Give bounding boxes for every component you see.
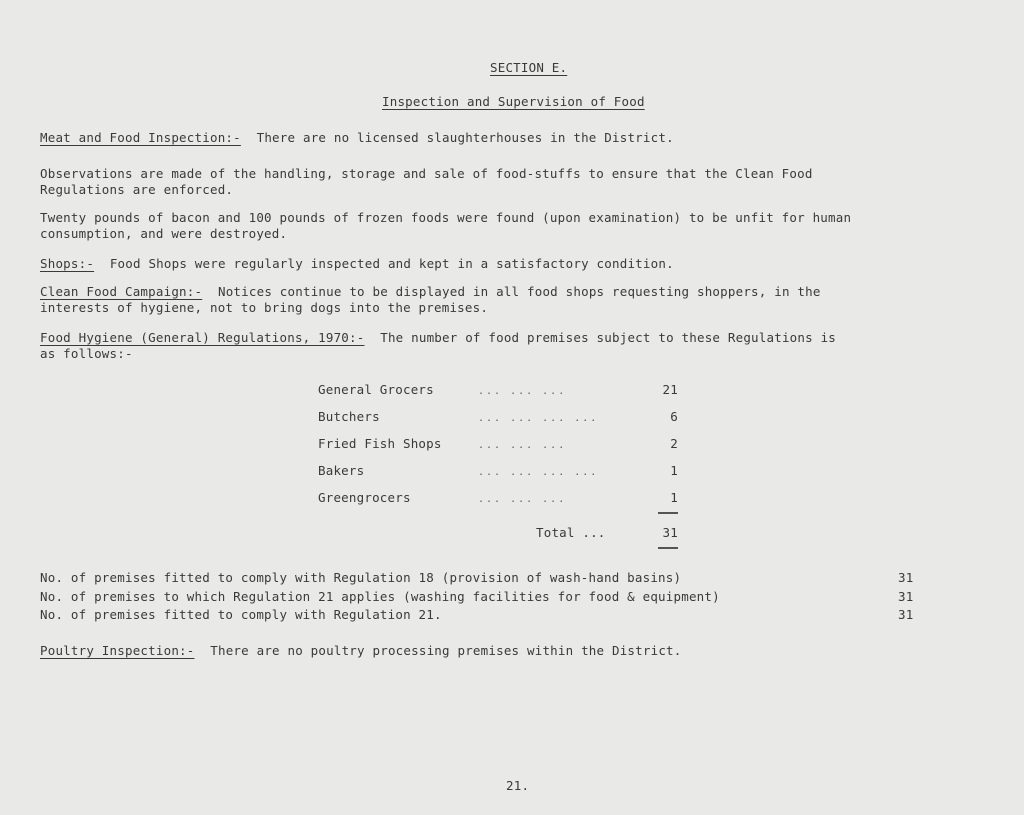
poultry-text: There are no poultry processing premises within the District.: [210, 643, 682, 658]
meat-inspection-paragraph: [40, 130, 674, 145]
observations-paragraph: [40, 166, 813, 198]
leader-dots: ... ... ... ...: [478, 467, 599, 478]
premises-count: 21: [662, 382, 678, 397]
total-value: 31: [662, 525, 678, 540]
clean-food-line-2: interests of hygiene, not to bring dogs into the premises.: [40, 300, 489, 315]
leader-dots: ... ... ...: [478, 386, 567, 397]
table-row: [318, 463, 678, 478]
shops-paragraph: [40, 256, 674, 271]
premises-type: General Grocers: [318, 382, 434, 397]
observations-line-2: Regulations are enforced.: [40, 182, 234, 197]
table-row: [318, 490, 678, 505]
clean-food-label: Clean Food Campaign:-: [40, 284, 203, 299]
food-hygiene-line-2: as follows:-: [40, 346, 133, 361]
regulation-21-fitted-value: 31: [898, 607, 914, 622]
meat-inspection-label: Meat and Food Inspection:-: [40, 130, 241, 145]
meat-inspection-text: There are no licensed slaughterhouses in the District.: [256, 130, 674, 145]
poultry-paragraph: [40, 643, 682, 658]
premises-count: 1: [670, 463, 678, 478]
page-subtitle: Inspection and Supervision of Food: [382, 94, 645, 109]
poultry-label: Poultry Inspection:-: [40, 643, 195, 658]
food-hygiene-label: Food Hygiene (General) Regulations, 1970:-: [40, 330, 365, 345]
food-hygiene-paragraph: [40, 330, 836, 362]
table-row: [318, 409, 678, 424]
premises-type: Fried Fish Shops: [318, 436, 442, 451]
total-row: [536, 525, 678, 540]
page-number: 21.: [506, 778, 530, 793]
food-hygiene-text: The number of food premises subject to these Regulations is: [380, 330, 837, 345]
table-row: [318, 382, 678, 397]
total-rule-top: [658, 512, 678, 514]
regulation-21-applies-value: 31: [898, 589, 914, 604]
premises-count: 1: [670, 490, 678, 505]
regulation-21-applies-text: No. of premises to which Regulation 21 applies (washing facilities for food & equipment): [40, 589, 720, 604]
premises-type: Bakers: [318, 463, 365, 478]
total-label: Total ...: [536, 525, 606, 540]
leader-dots: ... ... ... ...: [478, 413, 599, 424]
premises-count: 6: [670, 409, 678, 424]
section-title: SECTION E.: [490, 60, 568, 75]
shops-label: Shops:-: [40, 256, 95, 271]
regulation-18-text: No. of premises fitted to comply with Regulation 18 (provision of wash-hand basins): [40, 570, 682, 585]
clean-food-paragraph: [40, 284, 821, 316]
destroyed-food-line-2: consumption, and were destroyed.: [40, 226, 288, 241]
leader-dots: ... ... ...: [478, 494, 567, 505]
regulation-21-fitted-text: No. of premises fitted to comply with Regulation 21.: [40, 607, 442, 622]
total-rule-bottom: [658, 547, 678, 549]
regulation-18-value: 31: [898, 570, 914, 585]
clean-food-text: Notices continue to be displayed in all food shops requesting shoppers, in the: [217, 284, 821, 299]
observations-line-1: Observations are made of the handling, storage and sale of food-stuffs to ensure that the Clean Food: [40, 166, 813, 181]
premises-type: Greengrocers: [318, 490, 411, 505]
leader-dots: ... ... ...: [478, 440, 567, 451]
premises-type: Butchers: [318, 409, 380, 424]
destroyed-food-paragraph: [40, 210, 851, 242]
destroyed-food-line-1: Twenty pounds of bacon and 100 pounds of frozen foods were found (upon examination) to be unfit for human: [40, 210, 852, 225]
table-row: [318, 436, 678, 451]
shops-text: Food Shops were regularly inspected and kept in a satisfactory condition.: [109, 256, 674, 271]
premises-count: 2: [670, 436, 678, 451]
